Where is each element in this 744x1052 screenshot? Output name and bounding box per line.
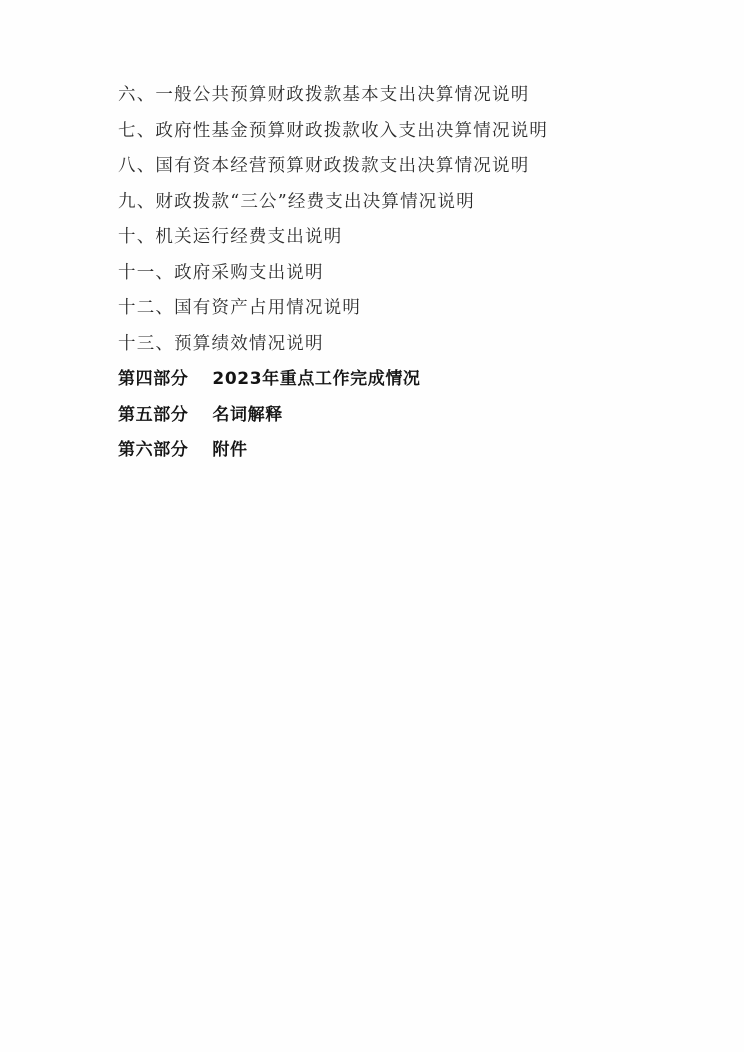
toc-entry-number: 十二、 xyxy=(118,298,175,318)
toc-entry-label: 政府采购支出说明 xyxy=(174,262,324,283)
toc-entry-label: 名词解释 xyxy=(212,404,283,425)
toc-entry-label: 机关运行经费支出说明 xyxy=(155,227,343,247)
table-of-contents xyxy=(118,78,638,469)
toc-entry xyxy=(118,398,638,434)
toc-entry-number: 十一、 xyxy=(118,262,175,283)
toc-entry-number: 八、 xyxy=(118,156,156,176)
toc-entry xyxy=(118,220,638,256)
toc-entry-label: 国有资本经营预算财政拨款支出决算情况说明 xyxy=(155,156,530,176)
toc-entry xyxy=(118,78,638,114)
toc-entry xyxy=(118,114,638,150)
toc-entry-label: 政府性基金预算财政拨款收入支出决算情况说明 xyxy=(155,120,549,141)
toc-entry-number: 第四部分 xyxy=(118,369,189,389)
toc-entry-number: 十三、 xyxy=(118,333,175,354)
toc-entry-number: 第六部分 xyxy=(118,440,189,460)
toc-entry xyxy=(118,362,638,398)
toc-entry-label: 财政拨款“三公”经费支出决算情况说明 xyxy=(155,191,475,212)
toc-entry-number: 十、 xyxy=(118,227,156,247)
toc-entry xyxy=(118,185,638,221)
toc-entry-number: 九、 xyxy=(118,191,156,212)
toc-entry xyxy=(118,433,638,469)
toc-entry-label: 预算绩效情况说明 xyxy=(174,333,324,354)
toc-entry-label: 一般公共预算财政拨款基本支出决算情况说明 xyxy=(155,85,530,105)
toc-entry-label: 2023年重点工作完成情况 xyxy=(212,369,421,389)
toc-entry xyxy=(118,149,638,185)
toc-entry-label: 附件 xyxy=(212,440,248,460)
toc-entry xyxy=(118,291,638,327)
toc-entry-number: 第五部分 xyxy=(118,404,189,425)
toc-entry xyxy=(118,327,638,363)
toc-entry-number: 六、 xyxy=(118,85,156,105)
toc-entry-label: 国有资产占用情况说明 xyxy=(174,298,362,318)
toc-entry xyxy=(118,256,638,292)
toc-entry-number: 七、 xyxy=(118,120,156,141)
